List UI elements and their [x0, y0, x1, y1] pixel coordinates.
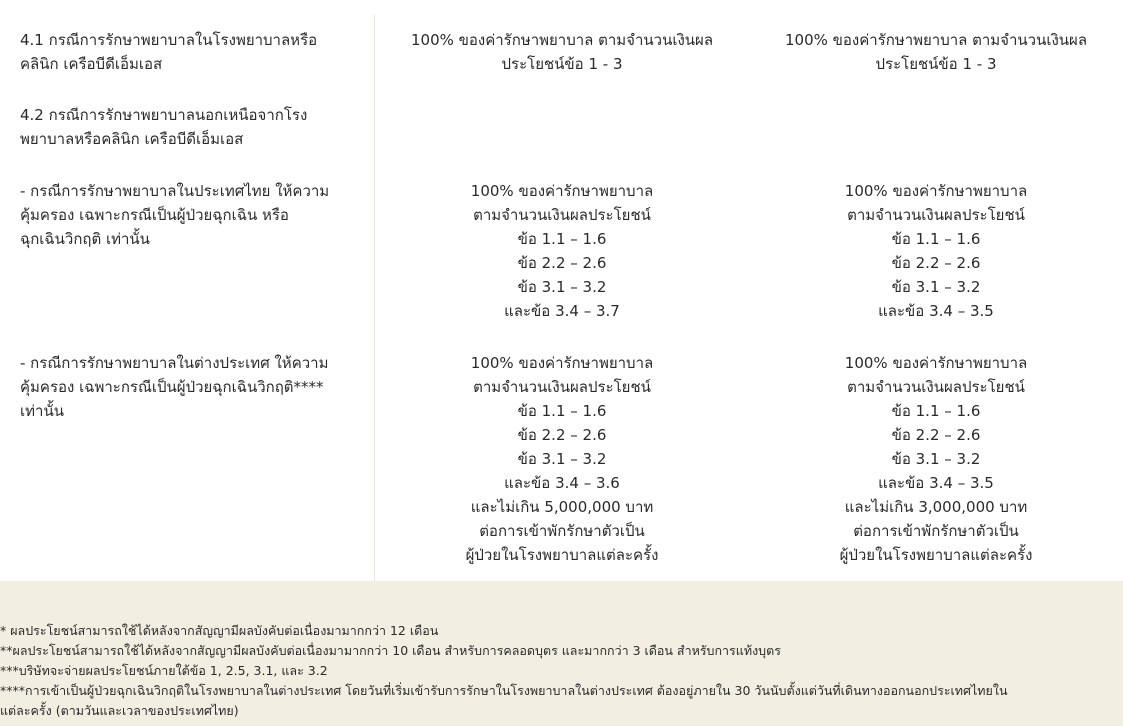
row-label: 4.1 กรณีการรักษาพยาบาลในโรงพยาบาลหรือ คลินิก เครือบีดีเอ็มเอส — [20, 31, 318, 73]
plan-a-benefit: 100% ของค่ารักษาพยาบาล ตามจำนวนเงินผลประโยชน์ ข้อ 1.1 – 1.6 ข้อ 2.2 – 2.6 ข้อ 3.1 – 3.2 และข้อ 3.4 – 3.6 และไม่เกิน 5,000,000 บาท ต่อการเข้าพักรักษาตัวเป็น ผู้ป่วยในโรงพยาบาลแต่ละครั้ง — [465, 354, 659, 564]
row-label: - กรณีการรักษาพยาบาลในต่างประเทศ ให้ความ คุ้มครอง เฉพาะกรณีเป็นผู้ป่วยฉุกเฉินวิกฤติ**** เท่านั้น — [20, 354, 329, 420]
footnote: **ผลประโยชน์สามารถใช้ได้หลังจากสัญญามีผลบังคับต่อเนื่องมามากกว่า 10 เดือน สำหรับการคลอดบุตร และมากกว่า 3 เดือน สำหรับการแท้งบุตร — [0, 643, 781, 658]
plan-b-benefit: 100% ของค่ารักษาพยาบาล ตามจำนวนเงินผลประโยชน์ ข้อ 1.1 – 1.6 ข้อ 2.2 – 2.6 ข้อ 3.1 – 3.2 และข้อ 3.4 – 3.5 และไม่เกิน 3,000,000 บาท ต่อการเข้าพักรักษาตัวเป็น ผู้ป่วยในโรงพยาบาลแต่ละครั้ง — [839, 354, 1033, 564]
plan-b-benefit: 100% ของค่ารักษาพยาบาล ตามจำนวนเงินผล ประโยชน์ข้อ 1 - 3 — [784, 31, 1088, 73]
plan-a-benefit: 100% ของค่ารักษาพยาบาล ตามจำนวนเงินผลประโยชน์ ข้อ 1.1 – 1.6 ข้อ 2.2 – 2.6 ข้อ 3.1 – 3.2 และข้อ 3.4 – 3.7 — [470, 182, 654, 320]
row-label: 4.2 กรณีการรักษาพยาบาลนอกเหนือจากโรง พยาบาลหรือคลินิก เครือบีดีเอ็มเอส — [20, 106, 308, 148]
footnote: ***บริษัทจะจ่ายผลประโยชน์ภายใต้ข้อ 1, 2.5, 3.1, และ 3.2 — [0, 663, 328, 678]
footnote: แต่ละครั้ง (ตามวันและเวลาของประเทศไทย) — [0, 703, 239, 718]
footnotes-panel — [0, 581, 1123, 726]
footnote: * ผลประโยชน์สามารถใช้ได้หลังจากสัญญามีผลบังคับต่อเนื่องมามากกว่า 12 เดือน — [0, 623, 439, 638]
row-label: - กรณีการรักษาพยาบาลในประเทศไทย ให้ความ คุ้มครอง เฉพาะกรณีเป็นผู้ป่วยฉุกเฉิน หรือ ฉุกเฉินวิกฤติ เท่านั้น — [20, 182, 330, 248]
footnote: ****การเข้าเป็นผู้ป่วยฉุกเฉินวิกฤติในโรงพยาบาลในต่างประเทศ โดยวันที่เริ่มเข้ารับการรักษาในโรงพยาบาลในต่างประเทศ ต้องอยู่ภายใน 30 วันนับตั้งแต่วันที่เดินทางออกนอกประเทศไทยใน — [0, 683, 1008, 698]
plan-b-benefit: 100% ของค่ารักษาพยาบาล ตามจำนวนเงินผลประโยชน์ ข้อ 1.1 – 1.6 ข้อ 2.2 – 2.6 ข้อ 3.1 – 3.2 และข้อ 3.4 – 3.5 — [844, 182, 1028, 320]
plan-a-benefit: 100% ของค่ารักษาพยาบาล ตามจำนวนเงินผล ประโยชน์ข้อ 1 - 3 — [410, 31, 714, 73]
